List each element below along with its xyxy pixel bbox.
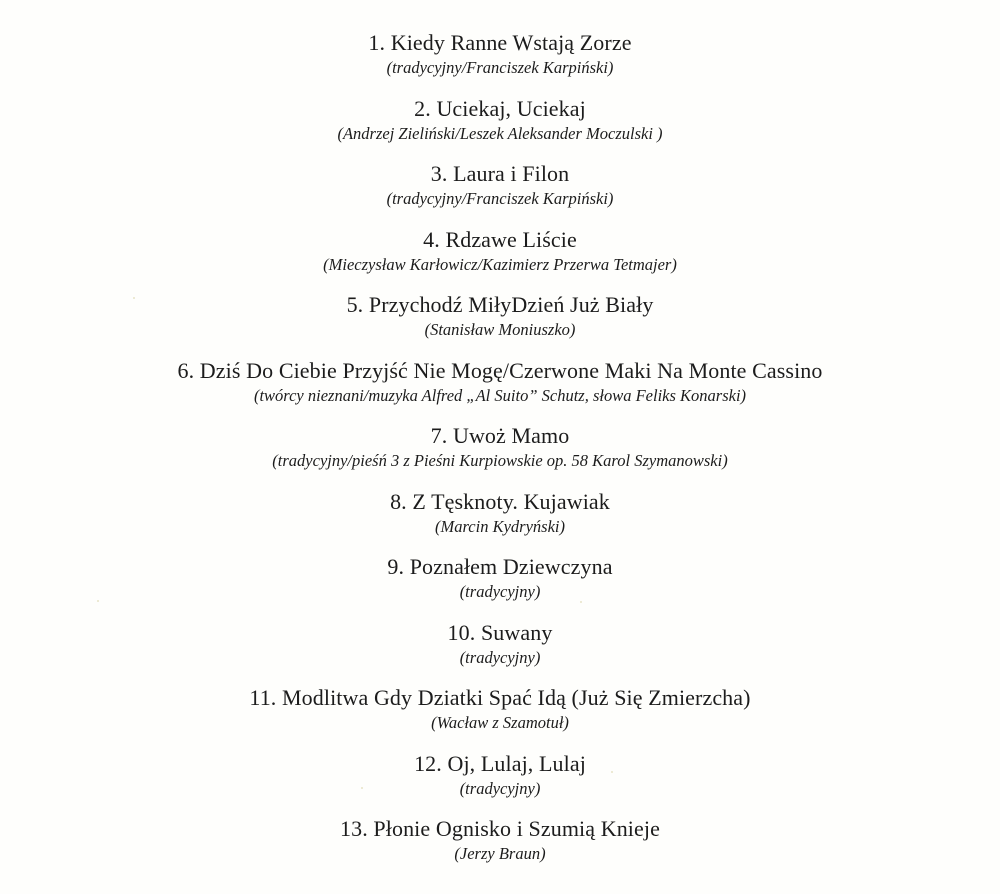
track-credits: (twórcy nieznani/muzyka Alfred „Al Suito” Schutz, słowa Feliks Konarski) [253,385,747,405]
track-credits: (Marcin Kydryński) [435,516,565,536]
track-13 [0,812,1000,878]
track-12 [0,747,1000,813]
track-2 [0,92,1000,158]
track-credits: (tradycyjny/pieśń 3 z Pieśni Kurpiowskie op. 58 Karol Szymanowski) [272,451,728,470]
track-title: 2. Uciekaj, Uciekaj [414,95,586,121]
paper-speck [361,787,363,789]
track-7 [0,419,1000,485]
track-10 [0,616,1000,682]
track-title: 4. Rdzawe Liście [423,226,577,252]
track-title: 8. Z Tęsknoty. Kujawiak [390,488,610,514]
track-credits: (tradycyjny/Franciszek Karpiński) [386,189,614,208]
track-credits: (Wacław z Szamotuł) [431,713,569,732]
track-credits: (tradycyjny) [459,647,541,667]
track-title: 5. Przychodź MiłyDzień Już Biały [346,292,654,317]
track-title: 7. Uwoż Mamo [430,423,570,448]
track-title: 3. Laura i Filon [430,161,570,186]
track-credits: (tradycyjny) [459,582,541,601]
track-3 [0,157,1000,223]
track-credits: (tradycyjny/Franciszek Karpiński) [386,58,614,77]
track-title: 9. Poznałem Dziewczyna [387,554,613,579]
track-credits: (Mieczysław Karłowicz/Kazimierz Przerwa Tetmajer) [323,254,677,274]
track-credits: (tradycyjny) [459,778,541,798]
track-title: 6. Dziś Do Ciebie Przyjść Nie Mogę/Czerwone Maki Na Monte Cassino [177,357,823,383]
track-title: 12. Oj, Lulaj, Lulaj [414,750,586,776]
track-title: 11. Modlitwa Gdy Dziatki Spać Idą (Już Się Zmierzcha) [249,685,751,710]
paper-speck [611,771,613,773]
track-4 [0,223,1000,289]
track-11 [0,681,1000,747]
track-5 [0,288,1000,354]
track-title: 1. Kiedy Ranne Wstają Zorze [368,30,632,55]
track-6 [0,354,1000,420]
track-title: 10. Suwany [447,619,553,645]
track-1 [0,26,1000,92]
track-credits: (Stanisław Moniuszko) [424,320,576,339]
paper-speck [580,601,582,603]
track-title: 13. Płonie Ognisko i Szumią Knieje [340,816,660,841]
paper-speck [97,600,99,602]
track-credits: (Andrzej Zieliński/Leszek Aleksander Moczulski ) [337,123,663,143]
track-8 [0,485,1000,551]
track-9 [0,550,1000,616]
tracklist [0,26,1000,878]
paper-speck [133,297,135,299]
track-credits: (Jerzy Braun) [454,844,546,863]
